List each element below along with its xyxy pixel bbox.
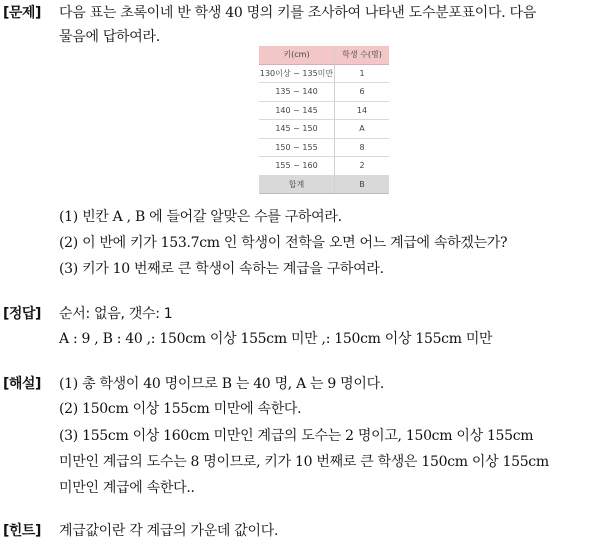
table-row — [259, 101, 389, 120]
table-row — [259, 138, 389, 157]
table-total-row — [259, 175, 389, 194]
table-row — [259, 157, 389, 176]
hint-line1: 계급값이란 각 계급의 가운데 값이다. — [59, 523, 279, 539]
table-cell-count: A — [335, 120, 390, 139]
question-3: (3) 키가 10 번째로 큰 학생이 속하는 계급을 구하여라. — [59, 261, 384, 277]
table-cell-range: 150 ~ 155 — [259, 138, 335, 157]
table-cell-range: 130이상 ~ 135미만 — [259, 64, 335, 83]
table-header-students: 학생 수(명) — [335, 46, 390, 64]
table-header-row — [259, 46, 389, 64]
explanation-line2: (2) 150cm 이상 155cm 미만에 속한다. — [59, 401, 302, 417]
answer-line2: A : 9 , B : 40 ,: 150cm 이상 155cm 미만 ,: 150cm 이상 155cm 미만 — [59, 331, 493, 347]
question-2: (2) 이 반에 키가 153.7cm 인 학생이 전학을 오면 어느 계급에 속하겠는가? — [59, 235, 508, 251]
table-cell-count: 6 — [335, 83, 390, 102]
table-total-value: B — [335, 175, 390, 194]
table-row — [259, 83, 389, 102]
table-cell-range: 135 ~ 140 — [259, 83, 335, 102]
explanation-line5: 미만인 계급에 속한다.. — [59, 480, 195, 496]
problem-intro-line2: 물음에 답하여라. — [59, 29, 160, 45]
explanation-label: [해설] — [3, 376, 41, 392]
table-row — [259, 64, 389, 83]
explanation-line1: (1) 총 학생이 40 명이므로 B 는 40 명, A 는 9 명이다. — [59, 376, 385, 392]
table-cell-range: 155 ~ 160 — [259, 157, 335, 176]
table-row — [259, 120, 389, 139]
table-cell-count: 8 — [335, 138, 390, 157]
table-total-label: 합계 — [259, 175, 335, 194]
table-cell-count: 1 — [335, 64, 390, 83]
answer-label: [정답] — [3, 306, 41, 322]
hint-label: [힌트] — [3, 523, 41, 539]
table-cell-count: 14 — [335, 101, 390, 120]
explanation-line4: 미만인 계급의 도수는 8 명이므로, 키가 10 번째로 큰 학생은 150cm 이상 155cm — [59, 454, 549, 470]
table-header-height: 키(cm) — [259, 46, 335, 64]
explanation-line3: (3) 155cm 이상 160cm 미만인 계급의 도수는 2 명이고, 150cm 이상 155cm — [59, 428, 534, 444]
answer-line1: 순서: 없음, 갯수: 1 — [59, 306, 173, 322]
problem-intro-line1: 다음 표는 초록이네 반 학생 40 명의 키를 조사하여 나타낸 도수분포표이다. 다음 — [59, 5, 536, 21]
problem-label: [문제] — [3, 5, 41, 21]
question-1: (1) 빈칸 A , B 에 들어갈 알맞은 수를 구하여라. — [59, 209, 342, 225]
frequency-table — [259, 46, 389, 194]
table-cell-count: 2 — [335, 157, 390, 176]
table-cell-range: 145 ~ 150 — [259, 120, 335, 139]
table-cell-range: 140 ~ 145 — [259, 101, 335, 120]
